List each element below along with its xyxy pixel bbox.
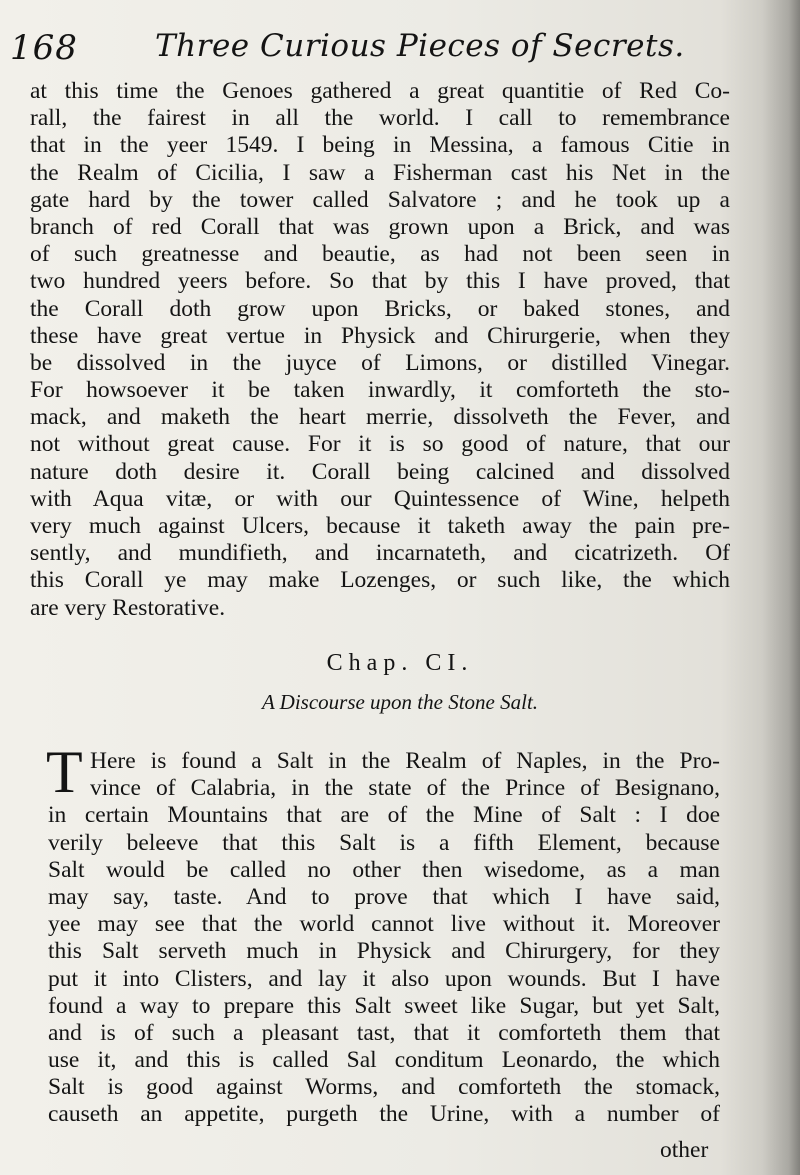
text-line: gate hard by the tower called Salvatore ; and he took up a xyxy=(30,186,730,213)
text-line: these have great vertue in Physick and Chirurgerie, when they xyxy=(30,322,730,349)
page-number: 168 xyxy=(10,28,78,68)
text-line: this Salt serveth much in Physick and Chirurgery, for they xyxy=(48,938,720,965)
text-line: put it into Clisters, and lay it also upon wounds. But I have xyxy=(48,965,720,992)
text-line: yee may see that the world cannot live without it. Moreover xyxy=(48,911,720,938)
page-edge-shadow xyxy=(762,0,800,1175)
text-line: causeth an appetite, purgeth the Urine, with a number of xyxy=(48,1101,720,1128)
text-line: For howsoever it be taken inwardly, it comforteth the sto- xyxy=(30,377,730,404)
text-line: and is of such a pleasant tast, that it comforteth them that xyxy=(48,1019,720,1046)
text-line: found a way to prepare this Salt sweet like Sugar, but yet Salt, xyxy=(48,992,720,1019)
text-line: are very Restorative. xyxy=(30,594,226,621)
text-line: may say, taste. And to prove that which I have said, xyxy=(48,883,720,910)
text-line: sently, and mundifieth, and incarnateth, and cicatrizeth. Of xyxy=(30,540,730,567)
text-line: the Corall doth grow upon Bricks, or baked stones, and xyxy=(30,295,730,322)
catchword: other xyxy=(660,1137,709,1163)
text-line: Salt is good against Worms, and comforteth the stomack, xyxy=(48,1074,720,1101)
running-title: Three Curious Pieces of Secrets. xyxy=(155,28,685,64)
text-line: verily beleeve that this Salt is a fifth Element, because xyxy=(48,829,720,856)
text-line: of such greatnesse and beautie, as had not been seen in xyxy=(30,241,730,268)
section-salt-text xyxy=(48,748,720,1129)
chapter-subtitle: A Discourse upon the Stone Salt. xyxy=(261,690,539,714)
text-line: use it, and this is called Sal conditum Leonardo, the which xyxy=(48,1047,720,1074)
text-line: not without great cause. For it is so good of nature, that our xyxy=(30,431,730,458)
text-line: be dissolved in the juyce of Limons, or distilled Vinegar. xyxy=(30,349,730,376)
text-line: nature doth desire it. Corall being calcined and dissolved xyxy=(30,458,730,485)
text-line: rall, the fairest in all the world. I call to remembrance xyxy=(30,105,730,132)
text-line: two hundred yeers before. So that by this I have proved, that xyxy=(30,268,730,295)
section-coral-text xyxy=(30,78,730,622)
text-line: Salt would be called no other then wisedome, as a man xyxy=(48,856,720,883)
text-line: Here is found a Salt in the Realm of Naples, in the Pro- xyxy=(90,748,720,774)
text-line: very much against Ulcers, because it taketh away the pain pre- xyxy=(30,513,730,539)
text-line: in certain Mountains that are of the Mine of Salt : I doe xyxy=(48,802,720,829)
text-line: this Corall ye may make Lozenges, or such like, the which xyxy=(30,567,730,594)
text-line: mack, and maketh the heart merrie, dissolveth the Fever, and xyxy=(30,404,730,431)
text-line: branch of red Corall that was grown upon a Brick, and was xyxy=(30,213,730,240)
drop-cap: T xyxy=(46,739,83,805)
text-line: at this time the Genoes gathered a great quantitie of Red Co- xyxy=(30,78,730,104)
text-line: with Aqua vitæ, or with our Quintessence of Wine, helpeth xyxy=(30,485,730,512)
page-header xyxy=(10,22,750,74)
text-line: that in the yeer 1549. I being in Messina, a famous Citie in xyxy=(30,132,730,159)
text-line: vince of Calabria, in the state of the Prince of Besignano, xyxy=(90,775,720,802)
chapter-heading: Chap. CI. xyxy=(326,650,474,676)
text-line: the Realm of Cicilia, I saw a Fisherman cast his Net in the xyxy=(30,159,730,186)
